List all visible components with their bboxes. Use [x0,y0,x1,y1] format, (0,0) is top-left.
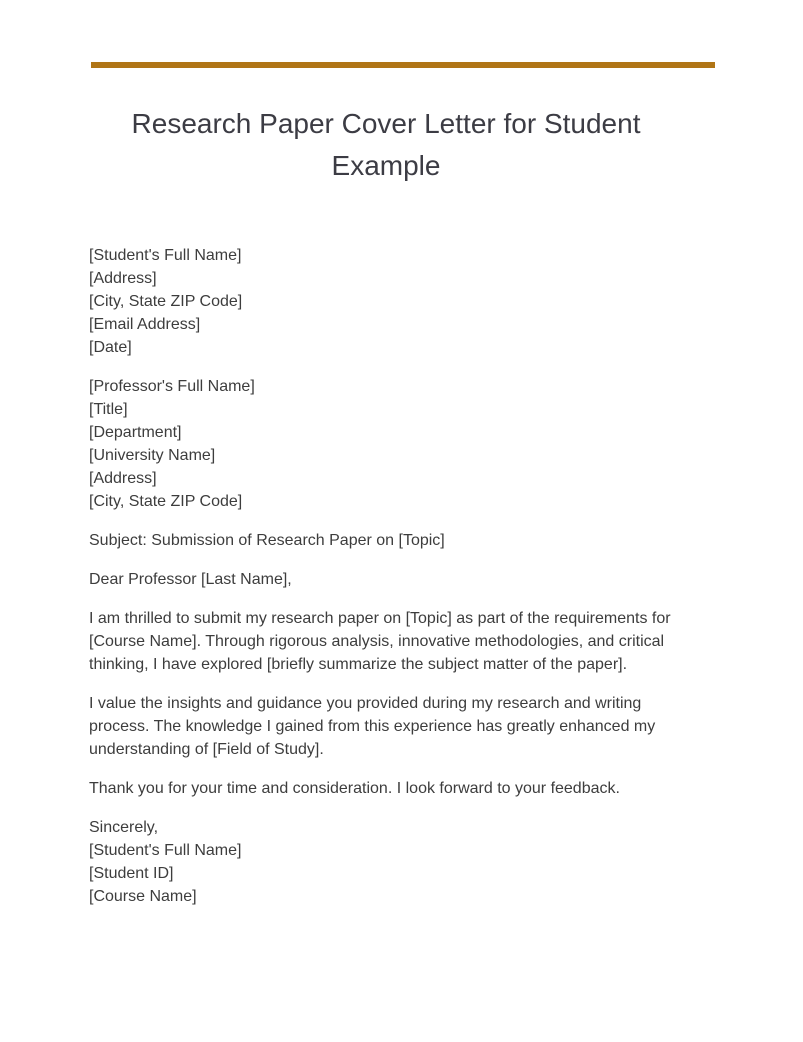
letter-body [89,244,689,924]
recipient-city: [City, State ZIP Code] [89,493,243,510]
accent-bar [91,62,715,68]
closing-block [89,816,689,908]
signature-name: [Student's Full Name] [89,842,242,859]
body-paragraph: I value the insights and guidance you provided during my research and writing process. The knowledge I gained from this experience has greatly enhanced my understanding of [Field of Study]. [89,695,656,758]
sender-address-block [89,244,689,359]
recipient-address-block [89,375,689,513]
document-title: Research Paper Cover Letter for Student Example [131,108,641,181]
body-paragraph: Thank you for your time and consideration. I look forward to your feedback. [89,780,620,797]
sender-city: [City, State ZIP Code] [89,293,243,310]
recipient-address: [Address] [89,470,157,487]
sender-email: [Email Address] [89,316,201,333]
recipient-title: [Title] [89,401,128,418]
salutation: Dear Professor [Last Name], [89,571,292,588]
recipient-department: [Department] [89,424,182,441]
letter-date: [Date] [89,339,132,356]
recipient-name: [Professor's Full Name] [89,378,255,395]
recipient-university: [University Name] [89,447,216,464]
sender-address: [Address] [89,270,157,287]
subject-line: Subject: Submission of Research Paper on [Topic] [89,532,445,549]
body-paragraph: I am thrilled to submit my research paper on [Topic] as part of the requirements for [Course Name]. Through rigorous analysis, innovative methodologies, and critical thinking, I have explored [briefly summarize the subject matter of the paper]. [89,610,671,673]
signature-course: [Course Name] [89,888,197,905]
closing-phrase: Sincerely, [89,819,159,836]
signature-student-id: [Student ID] [89,865,174,882]
sender-name: [Student's Full Name] [89,247,242,264]
